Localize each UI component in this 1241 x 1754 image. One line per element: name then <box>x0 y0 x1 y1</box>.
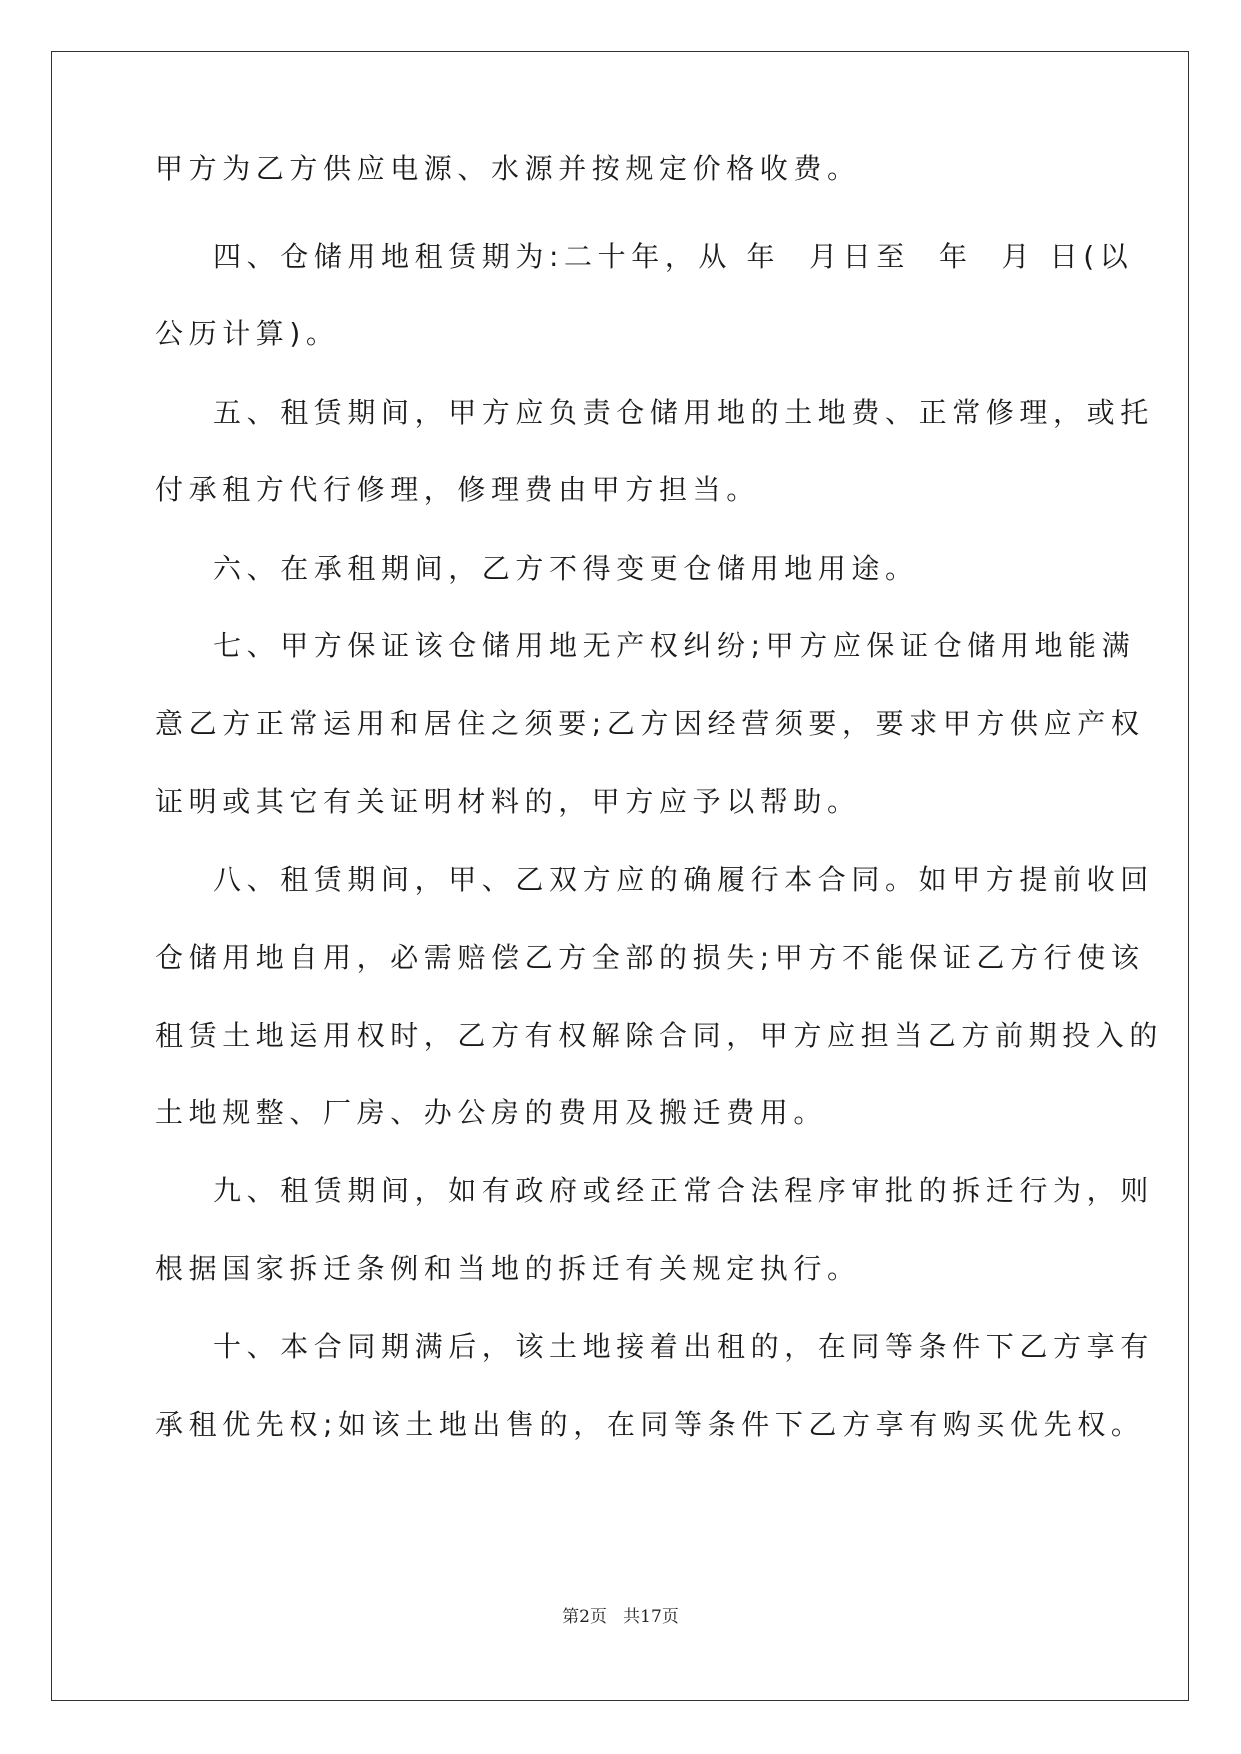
text-line: 意乙方正常运用和居住之须要;乙方因经营须要，要求甲方供应产权 <box>155 707 1145 740</box>
text-line: 八、租赁期间，甲、乙双方应的确履行本合同。如甲方提前收回 <box>155 863 1154 896</box>
text-line: 六、在承租期间，乙方不得变更仓储用地用途。 <box>155 552 919 585</box>
text-line: 甲方为乙方供应电源、水源并按规定价格收费。 <box>155 152 861 185</box>
text-line: 租赁土地运用权时，乙方有权解除合同，甲方应担当乙方前期投入的 <box>155 1019 1164 1052</box>
text-line: 十、本合同期满后，该土地接着出租的，在同等条件下乙方享有 <box>155 1330 1154 1363</box>
text-line: 四、仓储用地租赁期为:二十年，从 年 月日至 年 月 日(以 <box>155 240 1134 273</box>
text-line: 九、租赁期间，如有政府或经正常合法程序审批的拆迁行为，则 <box>155 1174 1154 1207</box>
text-line: 五、租赁期间，甲方应负责仓储用地的土地费、正常修理，或托 <box>155 396 1154 429</box>
text-line: 证明或其它有关证明材料的，甲方应予以帮助。 <box>155 785 861 818</box>
page-number-footer: 第2页 共17页 <box>562 1607 679 1627</box>
text-line: 七、甲方保证该仓储用地无产权纠纷;甲方应保证仓储用地能满 <box>155 629 1136 662</box>
text-line: 根据国家拆迁条例和当地的拆迁有关规定执行。 <box>155 1252 861 1285</box>
text-line: 承租优先权;如该土地出售的，在同等条件下乙方享有购买优先权。 <box>155 1408 1145 1441</box>
text-line: 付承租方代行修理，修理费由甲方担当。 <box>155 473 760 506</box>
text-line: 土地规整、厂房、办公房的费用及搬迁费用。 <box>155 1096 828 1129</box>
text-line: 公历计算)。 <box>155 317 340 350</box>
text-line: 仓储用地自用，必需赔偿乙方全部的损失;甲方不能保证乙方行使该 <box>155 941 1145 974</box>
